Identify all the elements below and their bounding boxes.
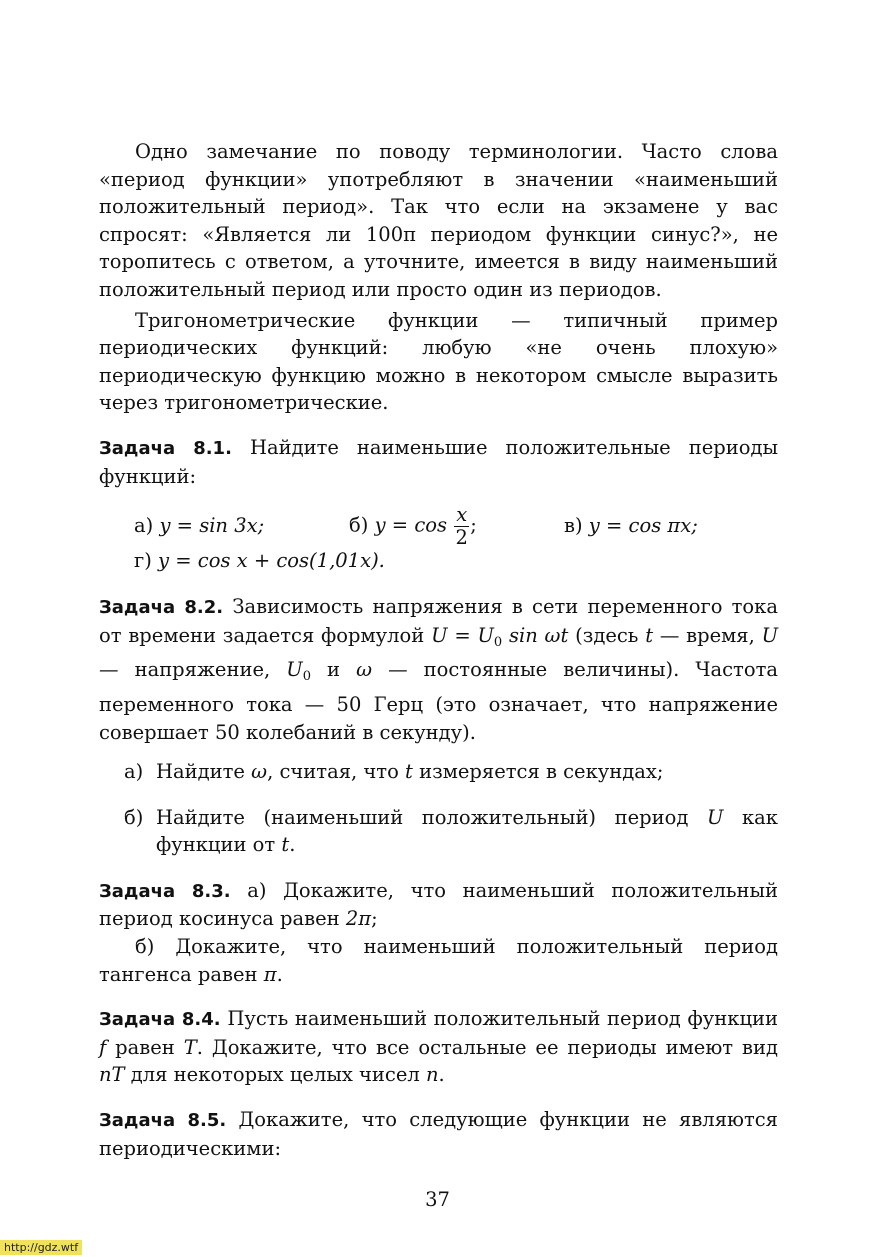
task-8-5: Задача 8.5. Докажите, что следующие функции не являются периодическими: [99, 1108, 778, 1160]
task-8-1 [99, 434, 778, 490]
item-c: в) y = cos πx; [564, 514, 698, 538]
task-8-1-items [134, 503, 778, 576]
paragraph-trig-functions: Тригонометрические функции — типичный пример периодических функций: любую «не очень плохую» периодическую функцию можно в некотором смысле выразить через тригонометрические. [99, 308, 778, 415]
task-label: Задача 8.5. [99, 1110, 227, 1132]
task-8-4: Задача 8.4. Пусть наименьший положительный период функции f равен T. Докажите, что все остальные ее периоды имеют вид nT для некоторых целых чисел n. [99, 1007, 778, 1087]
watermark-link[interactable]: http://gdz.wtf [0, 1240, 82, 1255]
task-8-2: Задача 8.2. Зависимость напряжения в сети переменного тока от времени задается формулой $U = U_0$ sin ωt (здесь t — время, U — напряжение, $U_0$ и ω — постоянные величины). Частота переменного тока — 50 Герц (это означает, что напряжение совершает 50 колебаний в секунду). [99, 595, 779, 744]
item-a: а) y = sin 3x; [134, 514, 265, 538]
task-label: Задача 8.2. [99, 597, 224, 619]
item-b: б) Найдите (наименьший положительный) период U как функции от t. [124, 805, 778, 857]
task-label: Задача 8.1. [99, 437, 232, 459]
task-text: Найдите наименьшие положительные периоды функций: [99, 435, 778, 488]
task-label: Задача 8.4. [99, 1009, 221, 1031]
task-8-3-b: б) Докажите, что наименьший положительный период тангенса равен π. [99, 935, 778, 986]
page-body [99, 138, 778, 1162]
fraction: $\frac{x}{2}$ [455, 503, 468, 549]
page-number: 37 [425, 1188, 450, 1211]
item-d: г) y = cos x + cos(1,01x). [134, 549, 385, 573]
item-a: а) Найдите ω, считая, что t измеряется в секундах; [124, 760, 664, 784]
paragraph-terminology: Одно замечание по поводу терминологии. Часто слова «период функции» употребляют в значении «наименьший положительный период». Так что если на экзамене у вас спросят: «Является ли 100π периодом функции синус?», не торопитесь с ответом, а уточните, имеется в виду наименьший положительный период или просто один из периодов. [99, 140, 778, 301]
task-8-1-row-2 [134, 546, 778, 576]
task-8-1-row-1 [134, 503, 778, 549]
task-label: Задача 8.3. [99, 880, 231, 902]
item-b: б) y = cos $\frac{x}{2}$ ; [349, 503, 477, 549]
task-8-2-items [124, 758, 778, 859]
task-8-3: Задача 8.3. а) Докажите, что наименьший положительный период косинуса равен 2π; [99, 878, 778, 931]
